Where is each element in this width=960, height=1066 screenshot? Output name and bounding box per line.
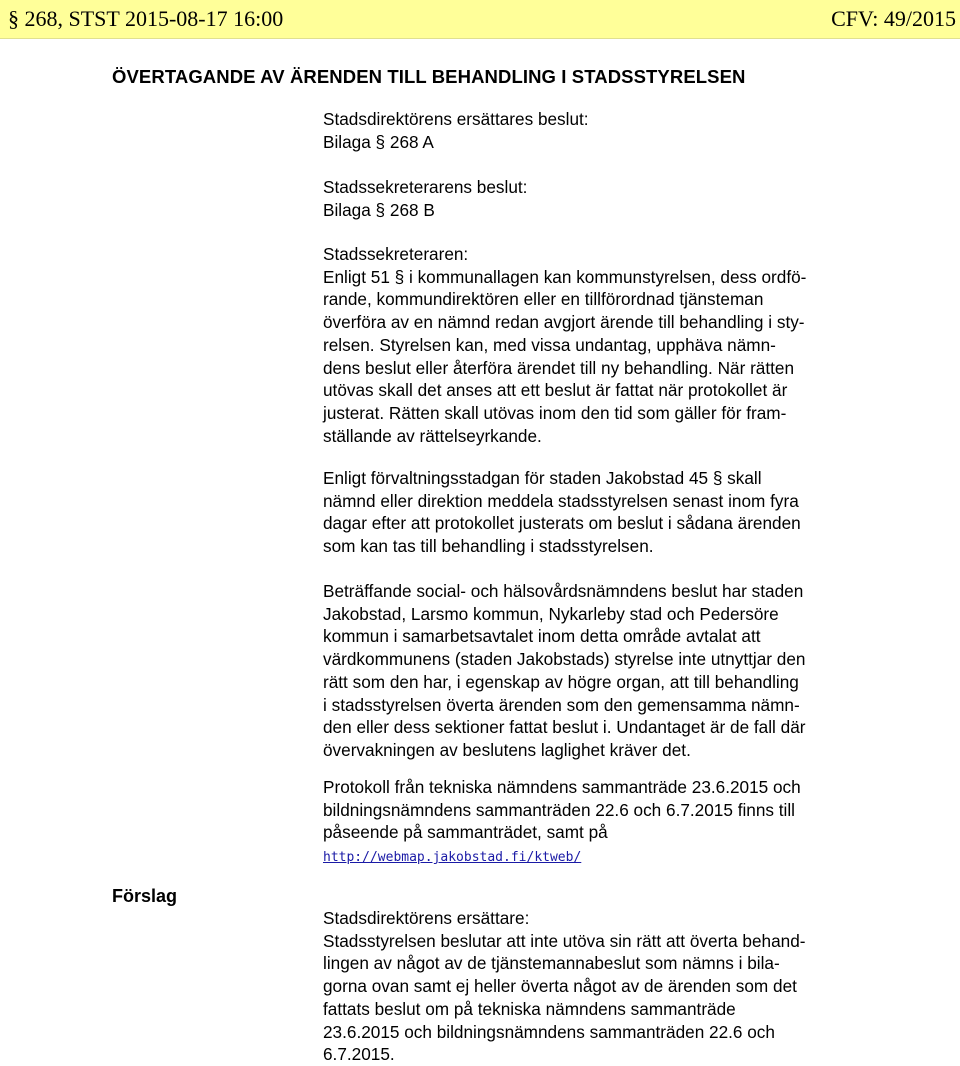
block-administrative-rules — [323, 467, 948, 558]
block-line: 23.6.2015 och bildningsnämndens sammanträden 22.6 och — [323, 1021, 775, 1042]
header-document-ref: CFV: 49/2015 — [831, 6, 956, 31]
block-line: övervakningen av beslutens laglighet kräver det. — [323, 739, 691, 760]
block-line: Stadssekreterarens beslut: — [323, 177, 528, 197]
block-line: Stadsdirektörens ersättare: — [323, 908, 530, 928]
block-line: Stadsstyrelsen beslutar att inte utöva sin rätt att överta behand- — [323, 930, 806, 951]
block-line: Enligt 51 § i kommunallagen kan kommunstyrelsen, dess ordfö- — [323, 266, 807, 287]
block-line: lingen av något av de tjänstemannabeslut som nämns i bila- — [323, 953, 780, 974]
block-line: ställande av rättelseyrkande. — [323, 425, 542, 446]
block-line: dens beslut eller återföra ärendet till ny behandling. När rätten — [323, 357, 795, 378]
block-line: fattats beslut om på tekniska nämndens sammanträde — [323, 998, 736, 1019]
block-line: gorna ovan samt ej heller överta något av de ärenden som det — [323, 976, 797, 997]
block-proposal — [323, 907, 948, 1066]
block-line: nämnd eller direktion meddela stadsstyrelsen senast inom fyra — [323, 490, 799, 511]
block-line: 6.7.2015. — [323, 1044, 395, 1065]
page-header — [0, 0, 960, 39]
block-line: rätt som den har, i egenskap av högre organ, att till behandling — [323, 671, 799, 692]
block-line: bildningsnämndens sammanträden 22.6 och 6.7.2015 finns till — [323, 799, 796, 820]
block-line: kommun i samarbetsavtalet inom detta område avtalat att — [323, 626, 761, 647]
block-secretary-decision — [323, 176, 948, 221]
block-line: Beträffande social- och hälsovårdsnämndens beslut har staden — [323, 581, 804, 601]
block-line: värdkommunens (staden Jakobstads) styrelse inte utnyttjar den — [323, 649, 806, 670]
block-line: Enligt förvaltningsstadgan för staden Jakobstad 45 § skall — [323, 468, 762, 488]
header-section-ref: § 268, STST 2015-08-17 16:00 — [8, 6, 284, 31]
block-line: Stadsdirektörens ersättares beslut: — [323, 109, 589, 129]
block-line: Bilaga § 268 B — [323, 199, 435, 220]
block-line: Jakobstad, Larsmo kommun, Nykarleby stad och Pedersöre — [323, 603, 779, 624]
block-deputy-decision — [323, 108, 948, 153]
block-line: den eller dess sektioner fattat beslut i. Undantaget är de fall där — [323, 717, 806, 738]
block-line: Stadssekreteraren: — [323, 244, 469, 264]
block-social-health — [323, 580, 948, 762]
block-line: rande, kommundirektören eller en tillförordnad tjänsteman — [323, 289, 764, 310]
block-line: som kan tas till behandling i stadsstyrelsen. — [323, 536, 654, 557]
block-line: i stadsstyrelsen överta ärenden som den gemensamma nämn- — [323, 694, 800, 715]
page-title: ÖVERTAGANDE AV ÄRENDEN TILL BEHANDLING I STADSSTYRELSEN — [112, 66, 746, 87]
block-line: påseende på sammanträdet, samt på — [323, 822, 608, 843]
block-line: Protokoll från tekniska nämndens sammanträde 23.6.2015 och — [323, 777, 801, 797]
block-line: relsen. Styrelsen kan, med vissa undantag, upphäva nämn- — [323, 334, 776, 355]
proposal-label: Förslag — [112, 886, 178, 906]
block-line: Bilaga § 268 A — [323, 131, 434, 152]
block-line: överföra av en nämnd redan avgjort ärende till behandling i sty- — [323, 312, 805, 333]
block-minutes — [323, 776, 948, 870]
webmap-link[interactable]: http://webmap.jakobstad.fi/ktweb/ — [323, 850, 582, 866]
block-line: dagar efter att protokollet justerats om beslut i sådana ärenden — [323, 513, 801, 534]
block-line: justerat. Rätten skall utövas inom den tid som gäller för fram- — [323, 402, 787, 423]
block-line: utövas skall det anses att ett beslut är fattat när protokollet är — [323, 380, 788, 401]
block-secretary-statement — [323, 243, 948, 447]
